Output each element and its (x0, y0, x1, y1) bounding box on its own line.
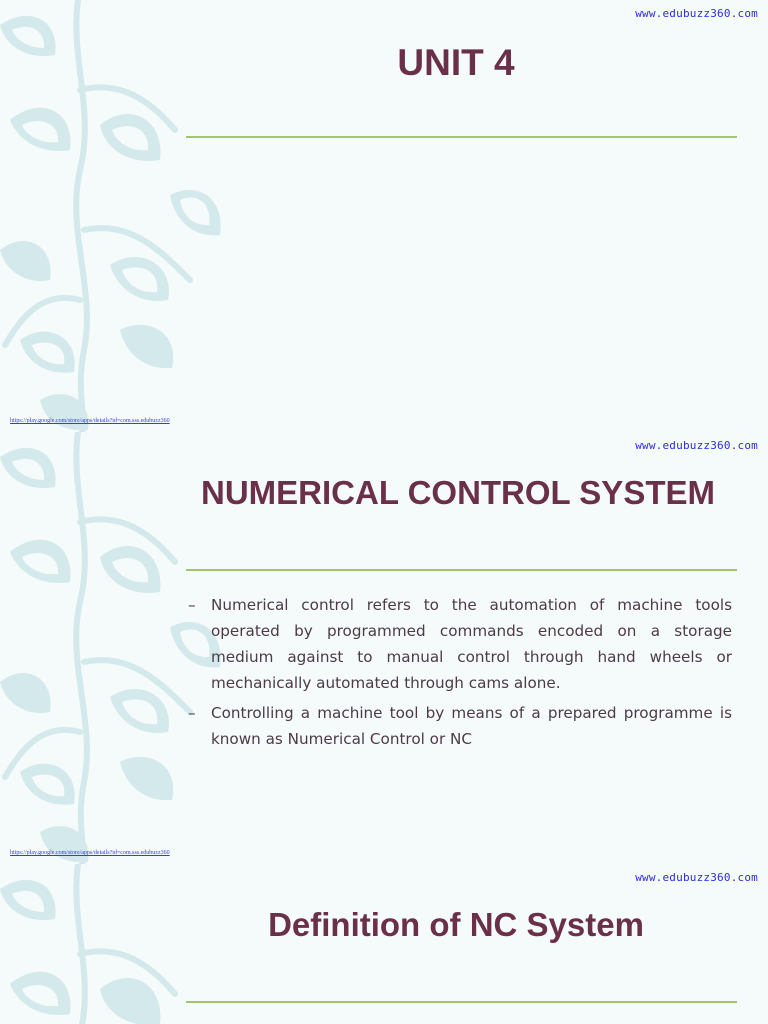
title-divider (186, 1001, 737, 1003)
play-store-link[interactable]: https://play.google.com/store/apps/details?id=com.sss.edubuzz360 (10, 850, 170, 856)
edubuzz-watermark-link[interactable]: www.edubuzz360.com (635, 7, 758, 20)
bullet-list (186, 592, 732, 756)
vine-decoration-icon (0, 864, 240, 1024)
bullet-marker: – (188, 704, 196, 722)
bullet-text: Controlling a machine tool by means of a prepared programme is known as Numerical Control or NC (211, 704, 732, 748)
edubuzz-watermark-link[interactable]: www.edubuzz360.com (635, 871, 758, 884)
play-store-link[interactable]: https://play.google.com/store/apps/details?id=com.sss.edubuzz360 (10, 418, 170, 424)
slide-title: UNIT 4 (397, 42, 515, 83)
slide-title: NUMERICAL CONTROL SYSTEM (201, 474, 715, 511)
title-divider (186, 569, 737, 571)
edubuzz-watermark-link[interactable]: www.edubuzz360.com (635, 439, 758, 452)
bullet-item (186, 592, 732, 696)
bullet-marker: – (188, 596, 196, 614)
slide-unit-4 (0, 0, 768, 432)
bullet-text: Numerical control refers to the automation of machine tools operated by programmed commands encoded on a storage medium against to manual control through hand wheels or mechanically automated through cams alone. (211, 596, 732, 692)
slide-title: Definition of NC System (268, 906, 644, 943)
slide-definition-nc-system (0, 864, 768, 1024)
bullet-item (186, 700, 732, 752)
slide-numerical-control-system (0, 432, 768, 864)
title-divider (186, 136, 737, 138)
